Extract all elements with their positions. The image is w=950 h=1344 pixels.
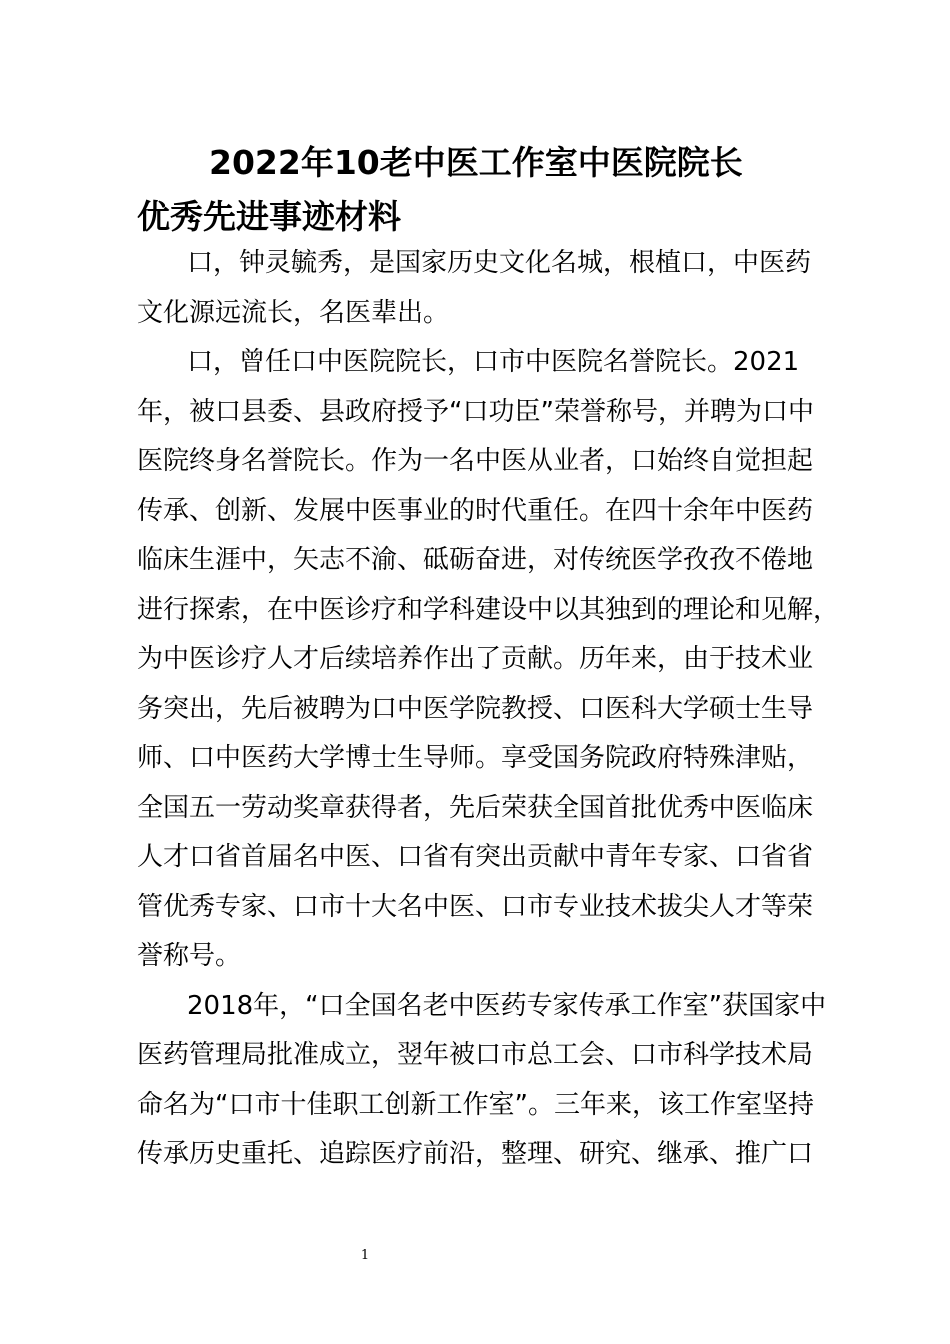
paragraph-line: 传承、创新、发展中医事业的时代重任。在四十余年中医药 (137, 495, 814, 526)
paragraph-3 (137, 982, 837, 1180)
paragraph-line: 年，被口县委、县政府授予“口功臣”荣誉称号，并聘为口中 (137, 396, 814, 427)
document-title (137, 136, 827, 244)
paragraph-line: 师、口中医药大学博士生导师。享受国务院政府特殊津贴， (137, 743, 814, 773)
paragraph-line: 务突出，先后被聘为口中医学院教授、口医科大学硕士生导 (137, 693, 814, 724)
paragraph-line: 传承历史重托、追踪医疗前沿，整理、研究、继承、推广口 (137, 1139, 814, 1169)
paragraph-line: 文化源远流长，名医辈出。 (137, 297, 450, 328)
paragraph-line: 临床生涯中，矢志不渝、砥砺奋进，对传统医学孜孜不倦地 (137, 545, 814, 575)
paragraph-line: 管优秀专家、口市十大名中医、口市专业技术拔尖人才等荣 (137, 891, 814, 922)
document-body (137, 239, 840, 1180)
title-line-1: 2022年10老中医工作室中医院院长 (209, 143, 743, 182)
paragraph-line: 人才口省首届名中医、口省有突出贡献中青年专家、口省省 (137, 842, 814, 872)
paragraph-line: 誉称号。 (137, 941, 242, 971)
paragraph-line: 为中医诊疗人才后续培养作出了贡献。历年来，由于技术业 (137, 644, 814, 674)
paragraph-2 (137, 338, 840, 982)
paragraph-line: 口，曾任口中医院院长，口市中医院名誉院长。2021 (187, 347, 800, 377)
paragraph-line: 进行探索，在中医诊疗和学科建设中以其独到的理论和见解， (137, 594, 840, 625)
paragraph-line: 命名为“口市十佳职工创新工作室”。三年来，该工作室坚持 (137, 1089, 814, 1120)
paragraph-line: 全国五一劳动奖章获得者，先后荣获全国首批优秀中医临床 (137, 792, 814, 823)
paragraph-line: 医药管理局批准成立，翌年被口市总工会、口市科学技术局 (137, 1040, 814, 1070)
paragraph-line: 医院终身名誉院长。作为一名中医从业者，口始终自觉担起 (137, 446, 814, 476)
paragraph-line: 口，钟灵毓秀，是国家历史文化名城，根植口，中医药 (187, 248, 812, 278)
page-number: 1 (360, 1248, 370, 1263)
paragraph-line: 2018年，“口全国名老中医药专家传承工作室”获国家中 (187, 990, 827, 1021)
title-line-2: 优秀先进事迹材料 (137, 197, 401, 236)
paragraph-1 (137, 239, 837, 338)
